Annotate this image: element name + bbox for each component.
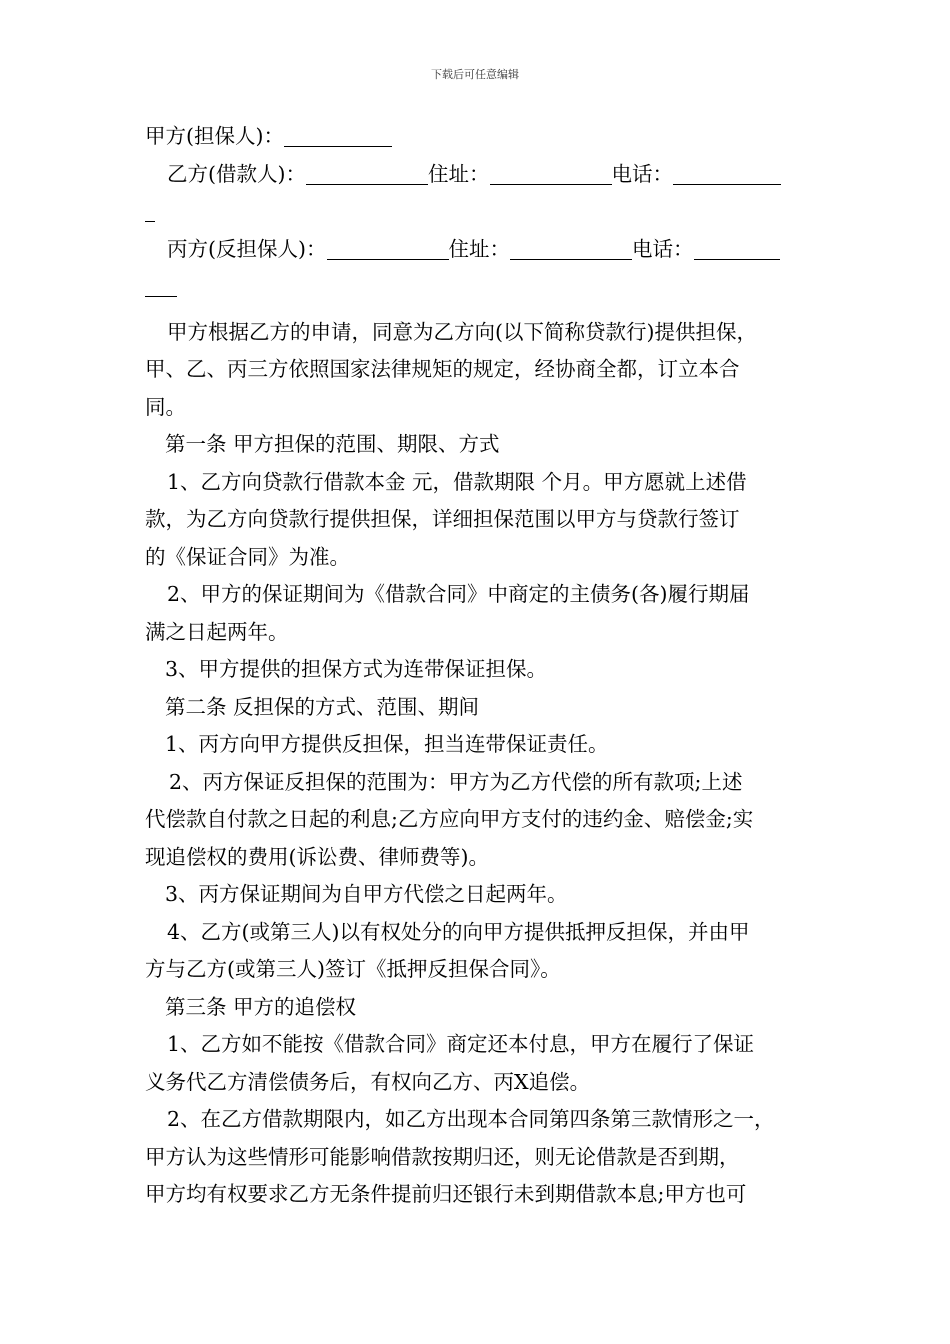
art1-p1-line-3: 的《保证合同》为准。 — [145, 544, 350, 569]
art2-p2-line-2: 代偿款自付款之日起的利息;乙方应向甲方支付的违约金、赔偿金;实 — [145, 807, 754, 831]
party-bing-phone-blank-tail — [145, 274, 177, 297]
article-3-title: 第三条 甲方的追偿权 — [165, 994, 357, 1019]
party-yi-address-blank — [490, 162, 612, 185]
art1-p1-line-1: 1、乙方向贷款行借款本金 元，借款期限 个月。甲方愿就上述借 — [167, 469, 747, 494]
party-yi-phone-blank-tail — [145, 199, 155, 222]
page-header: 下载后可任意编辑 — [431, 68, 519, 81]
article-1-title: 第一条 甲方担保的范围、期限、方式 — [165, 432, 500, 456]
party-jia-line — [145, 118, 825, 156]
party-yi-address-label: 住址： — [428, 161, 490, 186]
intro-line-2: 甲、乙、丙三方依照国家法律规矩的规定，经协商全都，订立本合 — [145, 357, 740, 381]
party-bing-line — [145, 231, 825, 269]
art3-p2-line-3: 甲方均有权要求乙方无条件提前归还银行未到期借款本息;甲方也可 — [145, 1182, 747, 1206]
art2-p2-line-1: 2、丙方保证反担保的范围为：甲方为乙方代偿的所有款项;上述 — [169, 769, 743, 794]
party-yi-name-blank — [306, 162, 428, 185]
art3-p1-line-2: 义务代乙方清偿债务后，有权向乙方、丙X追偿。 — [145, 1069, 591, 1094]
party-bing-phone-blank — [694, 237, 780, 260]
party-yi-phone-label: 电话： — [611, 161, 673, 186]
party-bing-address-label: 住址： — [448, 236, 510, 261]
party-bing-phone-label: 电话： — [632, 236, 694, 261]
art3-p2-line-1: 2、在乙方借款期限内，如乙方出现本合同第四条第三款情形之一， — [167, 1107, 775, 1131]
party-jia-blank — [284, 124, 392, 147]
art1-p2-line-1: 2、甲方的保证期间为《借款合同》中商定的主债务(各)履行期届 — [167, 582, 750, 606]
art2-p3: 3、丙方保证期间为自甲方代偿之日起两年。 — [165, 882, 568, 906]
art1-p1-line-2: 款，为乙方向贷款行提供担保，详细担保范围以甲方与贷款行签订 — [145, 507, 740, 531]
art2-p4-line-2: 方与乙方(或第三人)签订《抵押反担保合同》。 — [145, 957, 561, 981]
party-bing-name-blank — [327, 237, 449, 260]
party-bing-address-blank — [510, 237, 632, 260]
party-yi-line — [145, 156, 825, 194]
article-2-title: 第二条 反担保的方式、范围、期间 — [165, 694, 480, 719]
party-yi-label: 乙方(借款人)： — [167, 161, 306, 186]
party-jia-label: 甲方(担保人)： — [145, 124, 284, 148]
party-bing-label: 丙方(反担保人)： — [167, 236, 327, 261]
art3-p2-line-2: 甲方认为这些情形可能影响借款按期归还，则无论借款是否到期， — [145, 1144, 740, 1169]
party-bing-tail — [145, 268, 825, 306]
art2-p4-line-1: 4、乙方(或第三人)以有权处分的向甲方提供抵押反担保，并由甲 — [167, 919, 750, 944]
art1-p3: 3、甲方提供的担保方式为连带保证担保。 — [165, 657, 548, 681]
party-yi-tail — [145, 193, 825, 231]
party-yi-phone-blank — [673, 162, 781, 185]
art2-p1: 1、丙方向甲方提供反担保，担当连带保证责任。 — [165, 732, 609, 756]
contract-body — [145, 118, 825, 1214]
intro-line-3: 同。 — [145, 394, 186, 419]
art2-p2-line-3: 现追偿权的费用(诉讼费、律师费等)。 — [145, 844, 489, 869]
art1-p2-line-2: 满之日起两年。 — [145, 619, 289, 644]
art3-p1-line-1: 1、乙方如不能按《借款合同》商定还本付息，甲方在履行了保证 — [167, 1032, 755, 1056]
intro-line-1: 甲方根据乙方的申请，同意为乙方向(以下简称贷款行)提供担保， — [167, 319, 757, 344]
